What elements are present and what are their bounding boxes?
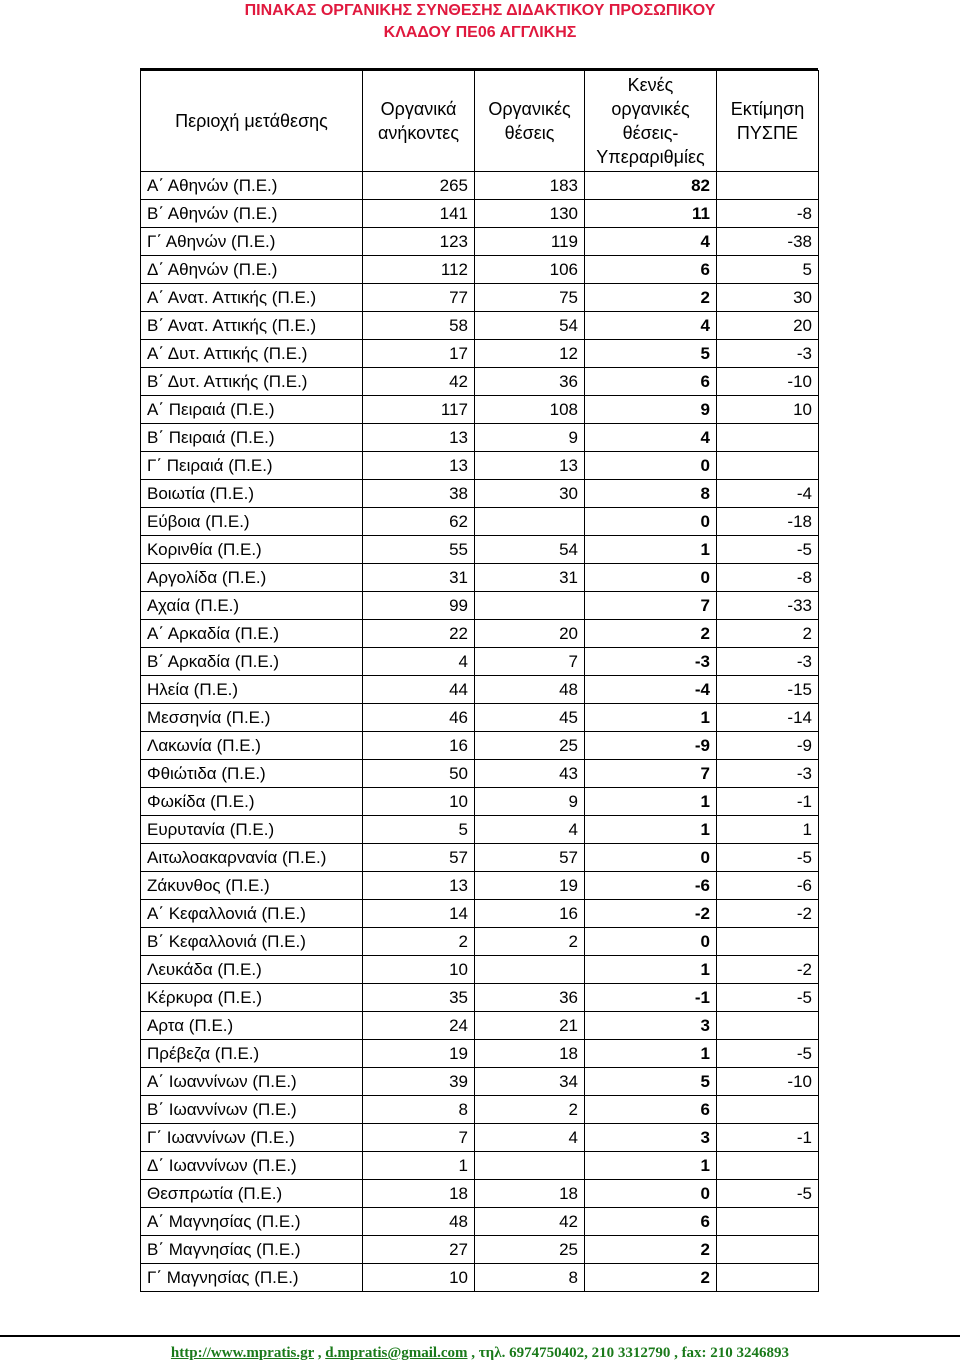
table-row bbox=[141, 984, 819, 1012]
cell-region: Α΄ Μαγνησίας (Π.Ε.) bbox=[141, 1208, 363, 1236]
cell-positions: 130 bbox=[475, 200, 585, 228]
cell-positions: 18 bbox=[475, 1040, 585, 1068]
cell-region: Β΄ Μαγνησίας (Π.Ε.) bbox=[141, 1236, 363, 1264]
cell-estimate: -3 bbox=[717, 340, 819, 368]
cell-positions: 48 bbox=[475, 676, 585, 704]
cell-belonging: 19 bbox=[363, 1040, 475, 1068]
cell-vacancies: 4 bbox=[585, 312, 717, 340]
cell-vacancies: 2 bbox=[585, 284, 717, 312]
cell-estimate: -1 bbox=[717, 1124, 819, 1152]
table-row bbox=[141, 284, 819, 312]
table-row bbox=[141, 760, 819, 788]
cell-belonging: 112 bbox=[363, 256, 475, 284]
cell-belonging: 265 bbox=[363, 172, 475, 200]
cell-vacancies: -3 bbox=[585, 648, 717, 676]
cell-positions: 13 bbox=[475, 452, 585, 480]
cell-belonging: 39 bbox=[363, 1068, 475, 1096]
cell-positions: 2 bbox=[475, 928, 585, 956]
cell-belonging: 2 bbox=[363, 928, 475, 956]
cell-estimate bbox=[717, 452, 819, 480]
table-row bbox=[141, 396, 819, 424]
cell-region: Β΄ Ανατ. Αττικής (Π.Ε.) bbox=[141, 312, 363, 340]
table-row bbox=[141, 200, 819, 228]
cell-estimate: -14 bbox=[717, 704, 819, 732]
cell-estimate bbox=[717, 1208, 819, 1236]
page-title-line-1: ΠΙΝΑΚΑΣ ΟΡΓΑΝΙΚΗΣ ΣΥΝΘΕΣΗΣ ΔΙΔΑΚΤΙΚΟΥ ΠΡΟΣΩΠΙΚΟΥ bbox=[244, 2, 716, 19]
table-row bbox=[141, 228, 819, 256]
cell-belonging: 24 bbox=[363, 1012, 475, 1040]
cell-positions: 54 bbox=[475, 312, 585, 340]
table-row bbox=[141, 900, 819, 928]
cell-estimate: -10 bbox=[717, 1068, 819, 1096]
cell-belonging: 48 bbox=[363, 1208, 475, 1236]
cell-vacancies: 3 bbox=[585, 1012, 717, 1040]
cell-belonging: 55 bbox=[363, 536, 475, 564]
cell-estimate bbox=[717, 1096, 819, 1124]
cell-belonging: 17 bbox=[363, 340, 475, 368]
cell-estimate: -5 bbox=[717, 984, 819, 1012]
cell-estimate: -4 bbox=[717, 480, 819, 508]
cell-vacancies: 5 bbox=[585, 1068, 717, 1096]
cell-estimate: -15 bbox=[717, 676, 819, 704]
cell-positions: 54 bbox=[475, 536, 585, 564]
cell-region: Γ΄ Πειραιά (Π.Ε.) bbox=[141, 452, 363, 480]
cell-positions: 57 bbox=[475, 844, 585, 872]
table-row bbox=[141, 928, 819, 956]
cell-region: Β΄ Ιωαννίνων (Π.Ε.) bbox=[141, 1096, 363, 1124]
cell-positions: 45 bbox=[475, 704, 585, 732]
cell-estimate: -33 bbox=[717, 592, 819, 620]
cell-positions: 9 bbox=[475, 788, 585, 816]
cell-estimate: -2 bbox=[717, 900, 819, 928]
cell-estimate bbox=[717, 1236, 819, 1264]
cell-vacancies: 3 bbox=[585, 1124, 717, 1152]
header-belonging: Οργανικά ανήκοντες bbox=[363, 71, 475, 172]
cell-region: Δ΄ Ιωαννίνων (Π.Ε.) bbox=[141, 1152, 363, 1180]
cell-positions: 106 bbox=[475, 256, 585, 284]
cell-estimate: -8 bbox=[717, 200, 819, 228]
cell-region: Α΄ Πειραιά (Π.Ε.) bbox=[141, 396, 363, 424]
table-row bbox=[141, 1124, 819, 1152]
cell-belonging: 38 bbox=[363, 480, 475, 508]
table-row bbox=[141, 1236, 819, 1264]
cell-vacancies: 11 bbox=[585, 200, 717, 228]
table-row bbox=[141, 1096, 819, 1124]
footer-phones: τηλ. 6974750402, 210 3312790 , fax: 210 3246893 bbox=[478, 1345, 790, 1361]
table-row bbox=[141, 1264, 819, 1292]
cell-belonging: 8 bbox=[363, 1096, 475, 1124]
table-row bbox=[141, 1180, 819, 1208]
table-row bbox=[141, 872, 819, 900]
cell-vacancies: 6 bbox=[585, 368, 717, 396]
cell-estimate: 1 bbox=[717, 816, 819, 844]
table-row bbox=[141, 816, 819, 844]
cell-region: Αχαία (Π.Ε.) bbox=[141, 592, 363, 620]
cell-estimate: -2 bbox=[717, 956, 819, 984]
header-vacancies: Κενές οργανικές θέσεις-Υπεραριθμίες bbox=[585, 71, 717, 172]
cell-region: Αργολίδα (Π.Ε.) bbox=[141, 564, 363, 592]
cell-belonging: 5 bbox=[363, 816, 475, 844]
cell-vacancies: -4 bbox=[585, 676, 717, 704]
cell-belonging: 57 bbox=[363, 844, 475, 872]
cell-vacancies: 4 bbox=[585, 424, 717, 452]
cell-positions: 108 bbox=[475, 396, 585, 424]
cell-positions: 4 bbox=[475, 816, 585, 844]
cell-region: Λακωνία (Π.Ε.) bbox=[141, 732, 363, 760]
cell-belonging: 50 bbox=[363, 760, 475, 788]
cell-vacancies: 0 bbox=[585, 452, 717, 480]
cell-positions: 43 bbox=[475, 760, 585, 788]
page-title-line-2: ΚΛΑΔΟΥ ΠΕ06 ΑΓΓΛΙΚΗΣ bbox=[383, 24, 577, 41]
cell-vacancies: 1 bbox=[585, 1152, 717, 1180]
cell-vacancies: 7 bbox=[585, 760, 717, 788]
cell-positions: 20 bbox=[475, 620, 585, 648]
cell-belonging: 46 bbox=[363, 704, 475, 732]
cell-vacancies: 8 bbox=[585, 480, 717, 508]
footer-separator: , bbox=[467, 1345, 479, 1361]
cell-belonging: 27 bbox=[363, 1236, 475, 1264]
cell-estimate bbox=[717, 1152, 819, 1180]
cell-vacancies: 1 bbox=[585, 956, 717, 984]
table-row bbox=[141, 704, 819, 732]
cell-estimate: 30 bbox=[717, 284, 819, 312]
cell-region: Α΄ Δυτ. Αττικής (Π.Ε.) bbox=[141, 340, 363, 368]
cell-estimate bbox=[717, 1264, 819, 1292]
cell-positions: 31 bbox=[475, 564, 585, 592]
cell-region: Δ΄ Αθηνών (Π.Ε.) bbox=[141, 256, 363, 284]
cell-region: Α΄ Ιωαννίνων (Π.Ε.) bbox=[141, 1068, 363, 1096]
cell-estimate: -9 bbox=[717, 732, 819, 760]
placements-table bbox=[140, 70, 819, 1292]
cell-positions: 30 bbox=[475, 480, 585, 508]
table-row bbox=[141, 844, 819, 872]
cell-positions: 42 bbox=[475, 1208, 585, 1236]
cell-vacancies: 9 bbox=[585, 396, 717, 424]
cell-estimate: 20 bbox=[717, 312, 819, 340]
cell-vacancies: 0 bbox=[585, 564, 717, 592]
cell-region: Κορινθία (Π.Ε.) bbox=[141, 536, 363, 564]
cell-vacancies: 1 bbox=[585, 788, 717, 816]
table-row bbox=[141, 620, 819, 648]
cell-estimate: 10 bbox=[717, 396, 819, 424]
table-row bbox=[141, 1012, 819, 1040]
table-row bbox=[141, 340, 819, 368]
cell-belonging: 22 bbox=[363, 620, 475, 648]
cell-vacancies: 2 bbox=[585, 620, 717, 648]
table-row bbox=[141, 312, 819, 340]
cell-positions: 7 bbox=[475, 648, 585, 676]
table-row bbox=[141, 564, 819, 592]
cell-estimate: -10 bbox=[717, 368, 819, 396]
cell-estimate: -3 bbox=[717, 648, 819, 676]
cell-vacancies: 6 bbox=[585, 256, 717, 284]
cell-belonging: 58 bbox=[363, 312, 475, 340]
cell-positions: 9 bbox=[475, 424, 585, 452]
cell-region: Β΄ Αθηνών (Π.Ε.) bbox=[141, 200, 363, 228]
cell-region: Θεσπρωτία (Π.Ε.) bbox=[141, 1180, 363, 1208]
cell-vacancies: 2 bbox=[585, 1236, 717, 1264]
cell-region: Γ΄ Αθηνών (Π.Ε.) bbox=[141, 228, 363, 256]
table-header-row bbox=[141, 71, 819, 172]
cell-belonging: 31 bbox=[363, 564, 475, 592]
cell-vacancies: 82 bbox=[585, 172, 717, 200]
cell-positions: 25 bbox=[475, 1236, 585, 1264]
cell-vacancies: 2 bbox=[585, 1264, 717, 1292]
cell-region: Βοιωτία (Π.Ε.) bbox=[141, 480, 363, 508]
cell-region: Β΄ Πειραιά (Π.Ε.) bbox=[141, 424, 363, 452]
cell-positions: 119 bbox=[475, 228, 585, 256]
footer bbox=[0, 1345, 960, 1362]
table-row bbox=[141, 172, 819, 200]
table-row bbox=[141, 480, 819, 508]
cell-region: Εύβοια (Π.Ε.) bbox=[141, 508, 363, 536]
cell-estimate: -5 bbox=[717, 1040, 819, 1068]
cell-belonging: 4 bbox=[363, 648, 475, 676]
cell-estimate: -5 bbox=[717, 844, 819, 872]
cell-vacancies: 6 bbox=[585, 1096, 717, 1124]
cell-belonging: 117 bbox=[363, 396, 475, 424]
cell-estimate: -1 bbox=[717, 788, 819, 816]
table-row bbox=[141, 256, 819, 284]
cell-estimate: 2 bbox=[717, 620, 819, 648]
cell-positions: 12 bbox=[475, 340, 585, 368]
cell-belonging: 42 bbox=[363, 368, 475, 396]
cell-vacancies: 0 bbox=[585, 844, 717, 872]
cell-region: Κέρκυρα (Π.Ε.) bbox=[141, 984, 363, 1012]
cell-positions: 4 bbox=[475, 1124, 585, 1152]
cell-vacancies: -6 bbox=[585, 872, 717, 900]
table-row bbox=[141, 788, 819, 816]
cell-vacancies: 1 bbox=[585, 1040, 717, 1068]
cell-belonging: 35 bbox=[363, 984, 475, 1012]
cell-estimate bbox=[717, 1012, 819, 1040]
email-link[interactable]: d.mpratis@gmail.com bbox=[325, 1345, 468, 1361]
table-body bbox=[141, 172, 819, 1292]
website-link[interactable]: http://www.mpratis.gr bbox=[170, 1345, 314, 1361]
header-positions: Οργανικές θέσεις bbox=[475, 71, 585, 172]
table-row bbox=[141, 424, 819, 452]
cell-estimate: -5 bbox=[717, 536, 819, 564]
cell-positions: 36 bbox=[475, 368, 585, 396]
cell-region: Α΄ Ανατ. Αττικής (Π.Ε.) bbox=[141, 284, 363, 312]
table-row bbox=[141, 592, 819, 620]
cell-estimate bbox=[717, 424, 819, 452]
cell-region: Β΄ Δυτ. Αττικής (Π.Ε.) bbox=[141, 368, 363, 396]
cell-region: Λευκάδα (Π.Ε.) bbox=[141, 956, 363, 984]
table-row bbox=[141, 648, 819, 676]
cell-belonging: 13 bbox=[363, 872, 475, 900]
cell-vacancies: 0 bbox=[585, 508, 717, 536]
cell-estimate: -18 bbox=[717, 508, 819, 536]
cell-positions bbox=[475, 956, 585, 984]
cell-positions: 25 bbox=[475, 732, 585, 760]
cell-positions bbox=[475, 508, 585, 536]
cell-vacancies: 1 bbox=[585, 704, 717, 732]
cell-belonging: 62 bbox=[363, 508, 475, 536]
cell-positions bbox=[475, 1152, 585, 1180]
cell-vacancies: -1 bbox=[585, 984, 717, 1012]
table-row bbox=[141, 956, 819, 984]
cell-vacancies: -2 bbox=[585, 900, 717, 928]
cell-vacancies: 6 bbox=[585, 1208, 717, 1236]
cell-vacancies: 7 bbox=[585, 592, 717, 620]
cell-region: Γ΄ Μαγνησίας (Π.Ε.) bbox=[141, 1264, 363, 1292]
cell-belonging: 13 bbox=[363, 452, 475, 480]
cell-positions: 8 bbox=[475, 1264, 585, 1292]
cell-belonging: 14 bbox=[363, 900, 475, 928]
cell-belonging: 18 bbox=[363, 1180, 475, 1208]
cell-belonging: 77 bbox=[363, 284, 475, 312]
header-estimate: Εκτίμηση ΠΥΣΠΕ bbox=[717, 71, 819, 172]
cell-vacancies: 0 bbox=[585, 928, 717, 956]
cell-positions: 21 bbox=[475, 1012, 585, 1040]
cell-region: Β΄ Κεφαλλονιά (Π.Ε.) bbox=[141, 928, 363, 956]
cell-estimate: 5 bbox=[717, 256, 819, 284]
cell-region: Αιτωλοακαρνανία (Π.Ε.) bbox=[141, 844, 363, 872]
cell-vacancies: 0 bbox=[585, 1180, 717, 1208]
cell-estimate bbox=[717, 928, 819, 956]
cell-belonging: 99 bbox=[363, 592, 475, 620]
cell-belonging: 44 bbox=[363, 676, 475, 704]
table-row bbox=[141, 536, 819, 564]
cell-vacancies: 4 bbox=[585, 228, 717, 256]
cell-region: Ηλεία (Π.Ε.) bbox=[141, 676, 363, 704]
cell-region: Β΄ Αρκαδία (Π.Ε.) bbox=[141, 648, 363, 676]
footer-separator: , bbox=[313, 1345, 326, 1361]
cell-estimate: -8 bbox=[717, 564, 819, 592]
cell-region: Ζάκυνθος (Π.Ε.) bbox=[141, 872, 363, 900]
cell-region: Φθιώτιδα (Π.Ε.) bbox=[141, 760, 363, 788]
cell-estimate: -5 bbox=[717, 1180, 819, 1208]
cell-estimate: -3 bbox=[717, 760, 819, 788]
cell-positions: 75 bbox=[475, 284, 585, 312]
cell-belonging: 16 bbox=[363, 732, 475, 760]
cell-region: Φωκίδα (Π.Ε.) bbox=[141, 788, 363, 816]
cell-estimate: -6 bbox=[717, 872, 819, 900]
table-row bbox=[141, 1208, 819, 1236]
cell-region: Πρέβεζα (Π.Ε.) bbox=[141, 1040, 363, 1068]
cell-belonging: 141 bbox=[363, 200, 475, 228]
cell-positions: 36 bbox=[475, 984, 585, 1012]
cell-region: Γ΄ Ιωαννίνων (Π.Ε.) bbox=[141, 1124, 363, 1152]
cell-positions: 18 bbox=[475, 1180, 585, 1208]
table-row bbox=[141, 368, 819, 396]
table-row bbox=[141, 1152, 819, 1180]
cell-vacancies: 1 bbox=[585, 816, 717, 844]
cell-vacancies: 5 bbox=[585, 340, 717, 368]
cell-vacancies: -9 bbox=[585, 732, 717, 760]
footer-rule bbox=[0, 1335, 960, 1337]
cell-positions: 16 bbox=[475, 900, 585, 928]
cell-belonging: 13 bbox=[363, 424, 475, 452]
cell-region: Ευρυτανία (Π.Ε.) bbox=[141, 816, 363, 844]
cell-estimate: -38 bbox=[717, 228, 819, 256]
table-row bbox=[141, 676, 819, 704]
cell-belonging: 123 bbox=[363, 228, 475, 256]
cell-belonging: 1 bbox=[363, 1152, 475, 1180]
table-row bbox=[141, 732, 819, 760]
cell-positions: 2 bbox=[475, 1096, 585, 1124]
header-region: Περιοχή μετάθεσης bbox=[141, 71, 363, 172]
cell-region: Α΄ Αθηνών (Π.Ε.) bbox=[141, 172, 363, 200]
cell-estimate bbox=[717, 172, 819, 200]
cell-vacancies: 1 bbox=[585, 536, 717, 564]
cell-region: Α΄ Κεφαλλονιά (Π.Ε.) bbox=[141, 900, 363, 928]
cell-region: Α΄ Αρκαδία (Π.Ε.) bbox=[141, 620, 363, 648]
table-row bbox=[141, 508, 819, 536]
cell-positions bbox=[475, 592, 585, 620]
cell-region: Αρτα (Π.Ε.) bbox=[141, 1012, 363, 1040]
cell-belonging: 10 bbox=[363, 1264, 475, 1292]
cell-positions: 34 bbox=[475, 1068, 585, 1096]
table-row bbox=[141, 452, 819, 480]
cell-region: Μεσσηνία (Π.Ε.) bbox=[141, 704, 363, 732]
cell-positions: 19 bbox=[475, 872, 585, 900]
cell-positions: 183 bbox=[475, 172, 585, 200]
table-row bbox=[141, 1068, 819, 1096]
cell-belonging: 7 bbox=[363, 1124, 475, 1152]
table-row bbox=[141, 1040, 819, 1068]
cell-belonging: 10 bbox=[363, 788, 475, 816]
cell-belonging: 10 bbox=[363, 956, 475, 984]
